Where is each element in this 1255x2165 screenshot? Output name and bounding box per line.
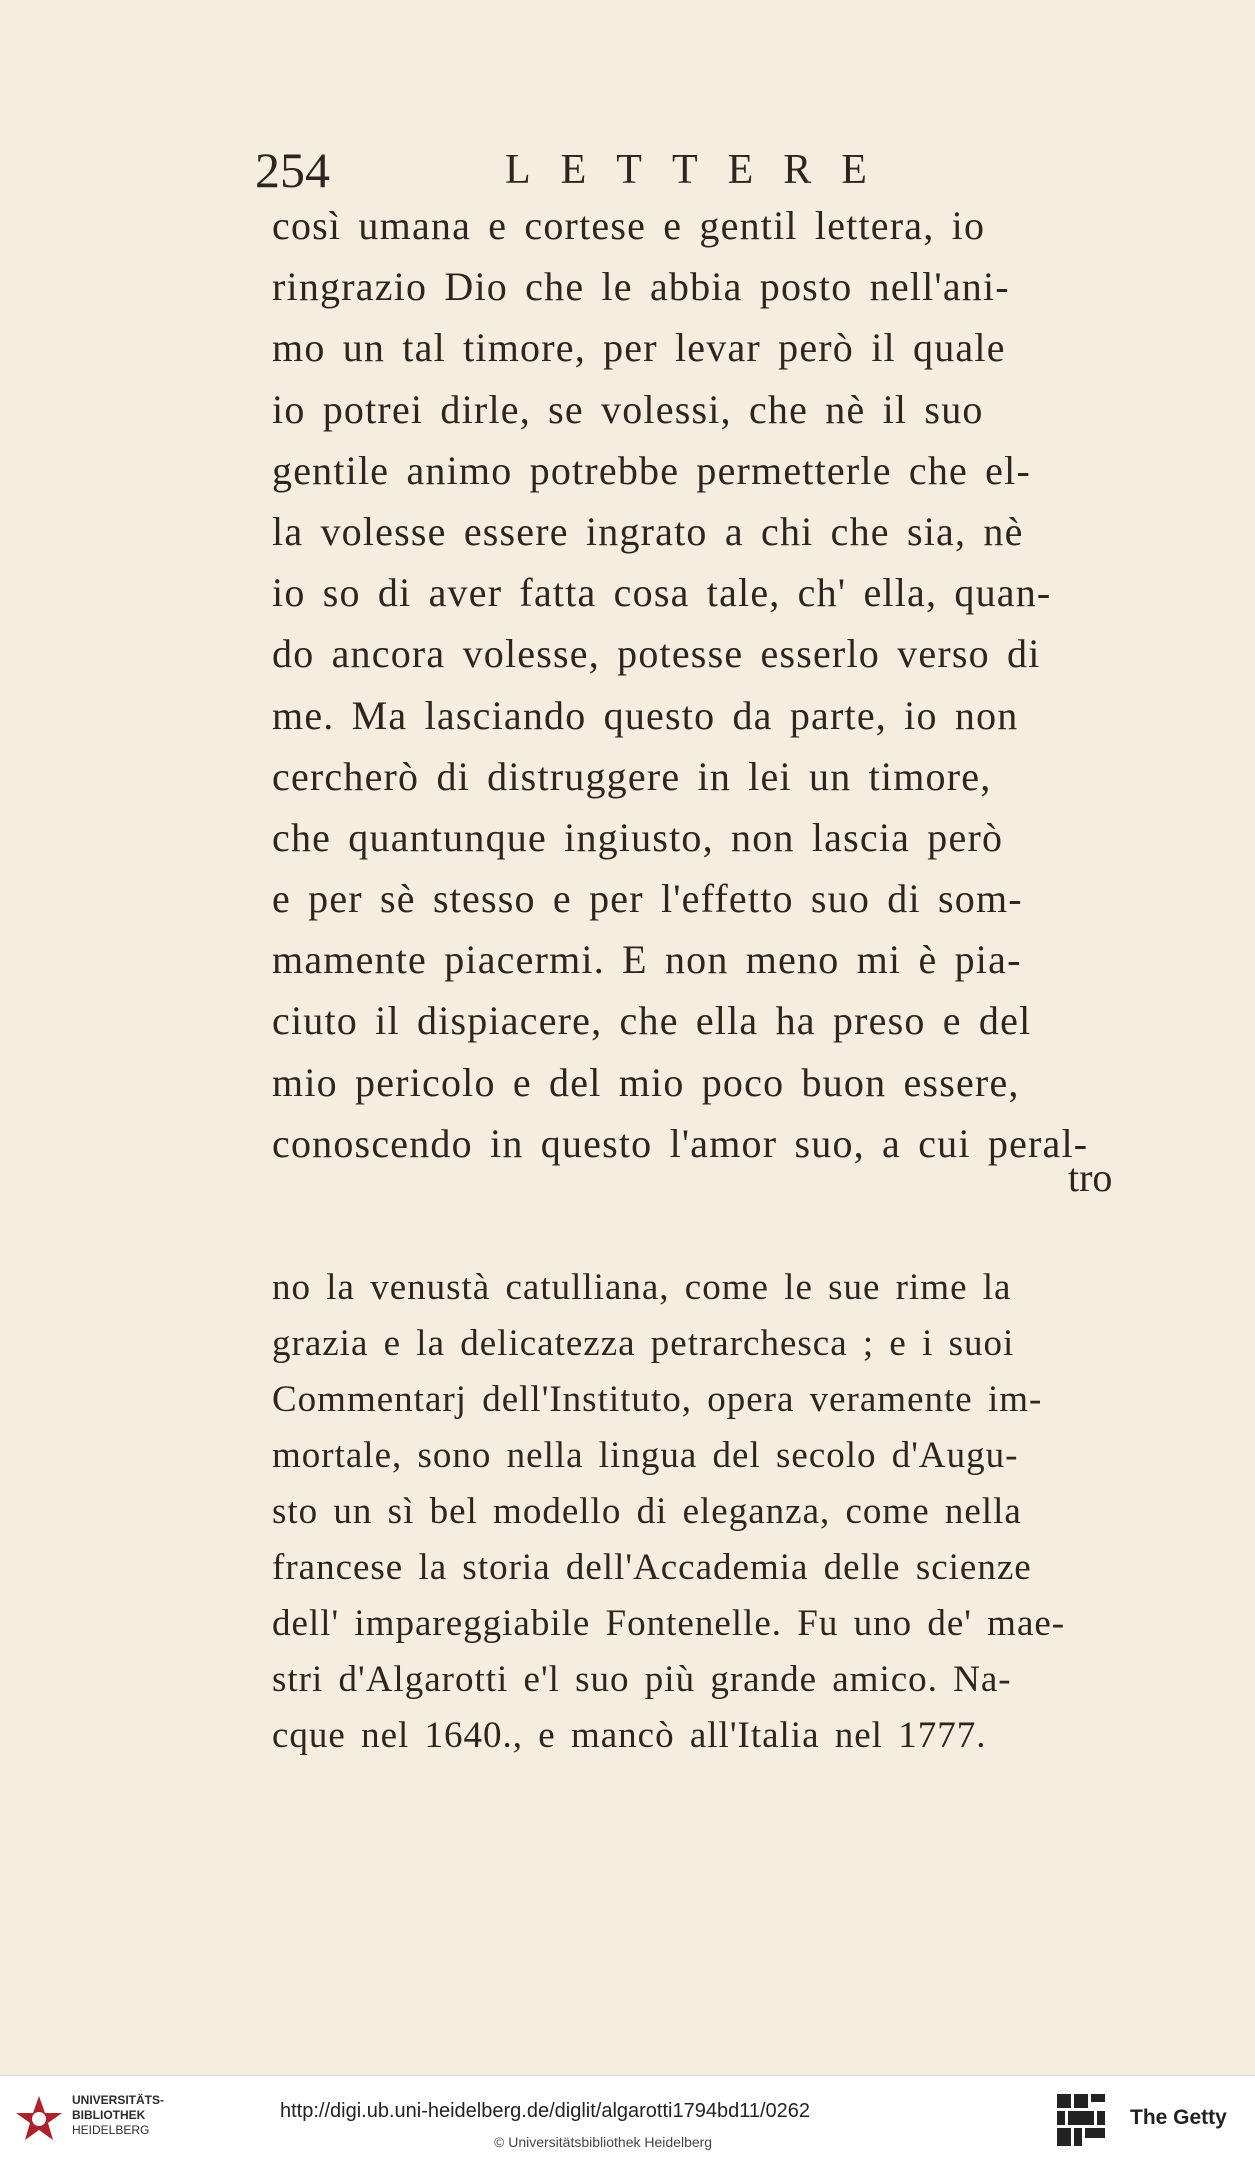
text-line: e per sè stesso e per l'effetto suo di som- (272, 876, 1023, 922)
text-line: io so di aver fatta cosa tale, ch' ella, quan- (272, 570, 1052, 616)
getty-logo-icon (1055, 2092, 1107, 2148)
text-line: do ancora volesse, potesse esserlo verso di (272, 631, 1041, 677)
text-line: gentile animo potrebbe permetterle che el- (272, 447, 1031, 493)
footnote (272, 1260, 1172, 1764)
footnote-line: francese la storia dell'Accademia delle scienze (272, 1547, 1032, 1588)
text-line: che quantunque ingiusto, non lascia però (272, 814, 1004, 860)
viewer-footer (0, 2075, 1255, 2165)
footnote-line: Commentarj dell'Instituto, opera veramente im- (272, 1379, 1043, 1420)
footnote-line: mortale, sono nella lingua del secolo d'Augu- (272, 1435, 1019, 1476)
copyright-notice: © Universitätsbibliothek Heidelberg (494, 2134, 713, 2150)
footnote-line: grazia e la delicatezza petrarchesca ; e i suoi (272, 1323, 1015, 1364)
text-line: cercherò di distruggere in lei un timore, (272, 753, 992, 799)
footnote-line: no la venustà catulliana, come le sue rime la (272, 1267, 1012, 1308)
text-line: mo un tal timore, per levar però il quale (272, 325, 1006, 371)
partner-name: The Getty (1130, 2106, 1227, 2129)
footnote-line: dell' impareggiabile Fontenelle. Fu uno de' mae- (272, 1603, 1066, 1644)
text-line: conoscendo in questo l'amor suo, a cui peral- (272, 1120, 1089, 1166)
text-line: così umana e cortese e gentil lettera, io (272, 203, 986, 248)
text-line: la volesse essere ingrato a chi che sia, nè (272, 508, 1024, 554)
page-header (255, 140, 1015, 200)
text-line: ciuto il dispiacere, che ella ha preso e del (272, 998, 1032, 1044)
text-line: mamente piacermi. E non meno mi è pia- (272, 937, 1022, 983)
running-title: LETTERE (505, 147, 897, 193)
footnote-line: stri d'Algarotti e'l suo più grande amico. Na- (272, 1659, 1012, 1700)
permalink-url[interactable]: http://digi.ub.uni-heidelberg.de/diglit/algarotti1794bd11/0262 (280, 2100, 811, 2122)
text-line: ringrazio Dio che le abbia posto nell'ani- (272, 264, 1010, 310)
text-line: mio pericolo e del mio poco buon essere, (272, 1059, 1020, 1105)
main-text (272, 195, 1172, 1174)
catchword: tro (1068, 1155, 1113, 1200)
library-name: UNIVERSITÄTS- BIBLIOTHEK HEIDELBERG (72, 2093, 165, 2137)
page-number: 254 (255, 142, 330, 198)
footnote-line: sto un sì bel modello di eleganza, come nella (272, 1491, 1022, 1532)
text-line: io potrei dirle, se volessi, che nè il suo (272, 386, 984, 432)
university-library-logo-icon (14, 2094, 64, 2144)
text-line: me. Ma lasciando questo da parte, io non (272, 692, 1019, 738)
footnote-line: cque nel 1640., e mancò all'Italia nel 1777. (272, 1715, 987, 1756)
